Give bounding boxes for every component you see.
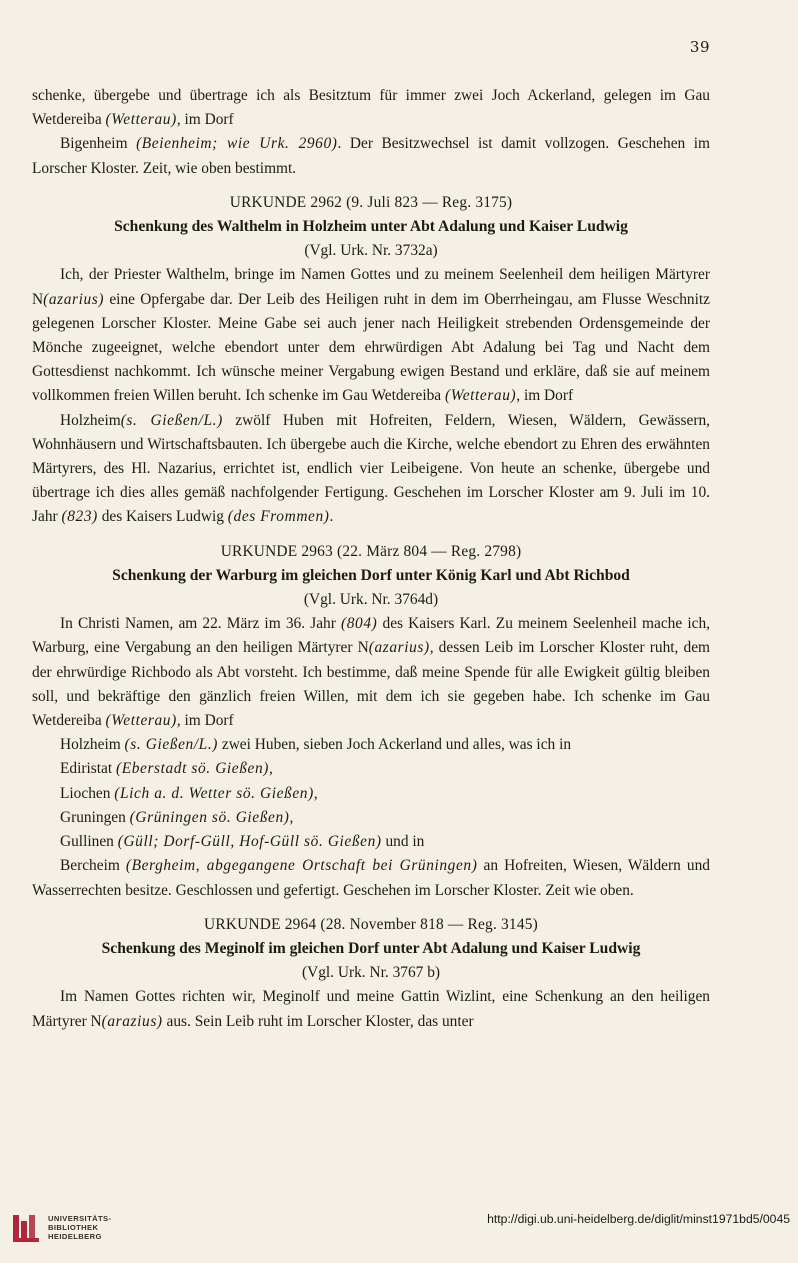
- text-run: Schenkung des Meginolf im gleichen Dorf unter Abt Adalung und Kaiser Ludwig: [101, 939, 641, 957]
- text-run: Im Namen Gottes richten wir, Meginolf und meine Gattin Wizlint, eine Schenkung an den heiligen Märtyrer N: [32, 988, 710, 1030]
- text-run: In Christi Namen, am 22. März im 36. Jahr: [60, 615, 341, 633]
- italic-annotation: (azarius): [368, 639, 430, 657]
- text-run: zwei Huben, sieben Joch Ackerland und alles, was ich in: [218, 736, 572, 754]
- text-run: Schenkung des Walthelm in Holzheim unter Abt Adalung und Kaiser Ludwig: [114, 218, 628, 236]
- italic-annotation: (Eberstadt sö. Gießen): [116, 760, 269, 778]
- text-run: des Kaisers Karl. Zu meinem Seelenheil mache ich, Warburg, eine Vergabung an den heiligen Märtyrer N: [32, 615, 710, 657]
- paragraph: [32, 757, 710, 781]
- text-run: URKUNDE 2963 (22. März 804 — Reg. 2798): [220, 542, 522, 560]
- document-heading: [32, 913, 710, 937]
- italic-annotation: (azarius): [43, 290, 105, 308]
- paragraph: [32, 830, 710, 854]
- text-run: (Vgl. Urk. Nr. 3764d): [303, 591, 439, 609]
- document-title: [32, 564, 710, 588]
- paragraph: [32, 782, 710, 806]
- paragraph: [32, 409, 710, 530]
- text-run: und in: [381, 833, 425, 851]
- text-run: Liochen: [60, 784, 115, 802]
- text-run: Holzheim: [60, 411, 121, 429]
- text-run: Bercheim: [60, 857, 126, 875]
- text-run: aus. Sein Leib ruht im Lorscher Kloster, das unter: [162, 1012, 474, 1030]
- text-run: , im Dorf: [176, 111, 234, 129]
- text-run: , im Dorf: [516, 387, 574, 405]
- text-run: Gruningen: [60, 808, 130, 826]
- italic-annotation: (Beienheim; wie Urk. 2960): [136, 135, 338, 153]
- text-run: Ediristat: [60, 760, 116, 778]
- paragraph: [32, 806, 710, 830]
- text-run: an Hofreiten, Wiesen, Wäldern und Wasserrechten besitze. Geschlossen und gefertigt. Geschehen im Lorscher Kloster. Zeit wie oben.: [32, 857, 710, 899]
- page-footer: [0, 1200, 798, 1263]
- text-run: des Kaisers Ludwig: [97, 508, 228, 526]
- italic-annotation: (823): [61, 508, 98, 526]
- library-name-line: HEIDELBERG: [48, 1232, 102, 1242]
- text-run: URKUNDE 2964 (28. November 818 — Reg. 3145): [204, 915, 538, 933]
- text-run: ,: [289, 808, 294, 826]
- text-run: , dessen Leib im Lorscher Kloster ruht, dem der ehrwürdige Richbodo als Abt vorsteht. Ich bestimme, daß meine Spende für alle Ewigkeit gültig bleiben soll, und bekräftige den gänzlich freien Willen, mit dem ich sie gegeben habe. Ich schenke im Gau Wetdereiba: [32, 639, 710, 730]
- italic-annotation: (Wetterau): [105, 712, 177, 730]
- text-run: zwölf Huben mit Hofreiten, Feldern, Wiesen, Wäldern, Gewässern, Wohnhäusern und Wirtschaftsbauten. Ich übergebe auch die Kirche, welche ebendort zu Ehren des erwähnten Märtyrers, des Hl. Nazarius, errichtet ist, endlich vier Leibeigene. Von heute an schenke, übergebe und übertrage ich dies alles gemäß nachfolgender Fertigung. Geschehen im Lorscher Kloster am 9. Juli im 10. Jahr: [32, 411, 710, 526]
- library-name-line: UNIVERSITÄTS-: [48, 1214, 112, 1223]
- paragraph: [32, 132, 710, 180]
- document-title: [32, 937, 710, 961]
- italic-annotation: (Güll; Dorf-Güll, Hof-Güll sö. Gießen): [117, 833, 382, 851]
- ub-heidelberg-logo-icon[interactable]: [12, 1212, 42, 1244]
- reference-note: [32, 239, 710, 263]
- library-name: [48, 1214, 111, 1242]
- italic-annotation: (arazius): [101, 1012, 163, 1030]
- source-url-link[interactable]: http://digi.ub.uni-heidelberg.de/diglit/minst1971bd5/0045: [487, 1212, 790, 1226]
- text-run: ,: [313, 784, 318, 802]
- text-run: . Der Besitzwechsel ist damit vollzogen. Geschehen im Lorscher Kloster. Zeit, wie oben bestimmt.: [32, 135, 710, 177]
- italic-annotation: (s. Gießen/L.): [120, 411, 223, 429]
- reference-note: [32, 588, 710, 612]
- italic-annotation: (Grüningen sö. Gießen): [129, 808, 290, 826]
- text-run: .: [329, 508, 334, 526]
- text-run: ,: [268, 760, 273, 778]
- italic-annotation: (804): [341, 615, 378, 633]
- text-run: Holzheim: [60, 736, 125, 754]
- text-run: (Vgl. Urk. Nr. 3732a): [304, 242, 438, 260]
- document-title: [32, 215, 710, 239]
- document-heading: [32, 540, 710, 564]
- italic-annotation: (Lich a. d. Wetter sö. Gießen): [114, 784, 314, 802]
- paragraph: [32, 612, 710, 733]
- text-run: Ich, der Priester Walthelm, bringe im Namen Gottes und zu meinem Seelenheil dem heiligen Märtyrer N: [32, 266, 710, 308]
- paragraph: [32, 84, 710, 132]
- library-name-line: BIBLIOTHEK: [48, 1223, 99, 1233]
- italic-annotation: (Wetterau): [444, 387, 517, 405]
- paragraph: [32, 985, 710, 1033]
- text-run: Schenkung der Warburg im gleichen Dorf unter König Karl und Abt Richbod: [112, 566, 630, 584]
- text-run: eine Opfergabe dar. Der Leib des Heiligen ruht in dem im Oberrheingau, am Flusse Weschnitz gelegenen Lorscher Kloster. Meine Gabe sei auch jener nach Heiligkeit strebenden Ordensgemeinde der Mönche zugeeignet, welche ebendort unter dem ehrwürdigen Abt Adalung bei Tag und Nacht dem Gottesdienst nachkommt. Ich wünsche meiner Vergabung ewigen Bestand und erkläre, daß sie auf meinem vollkommen freien Willen beruht. Ich schenke im Gau Wetdereiba: [32, 290, 710, 405]
- reference-note: [32, 961, 710, 985]
- document-heading: [32, 191, 710, 215]
- italic-annotation: (des Frommen): [227, 508, 330, 526]
- text-run: , im Dorf: [176, 712, 234, 730]
- text-run: (Vgl. Urk. Nr. 3767 b): [301, 964, 441, 982]
- text-run: schenke, übergebe und übertrage ich als Besitztum für immer zwei Joch Ackerland, gelegen im Gau Wetdereiba: [32, 87, 710, 129]
- paragraph: [32, 263, 710, 408]
- text-run: Bigenheim: [60, 135, 137, 153]
- text-run: URKUNDE 2962 (9. Juli 823 — Reg. 3175): [229, 193, 513, 211]
- italic-annotation: (s. Gießen/L.): [124, 736, 219, 754]
- text-run: Gullinen: [60, 833, 118, 851]
- italic-annotation: (Bergheim, abgegangene Ortschaft bei Grüningen): [125, 857, 478, 875]
- page-number: 39: [689, 38, 710, 56]
- paragraph: [32, 854, 710, 902]
- document-body: [32, 84, 710, 1034]
- paragraph: [32, 733, 710, 757]
- italic-annotation: (Wetterau): [105, 111, 177, 129]
